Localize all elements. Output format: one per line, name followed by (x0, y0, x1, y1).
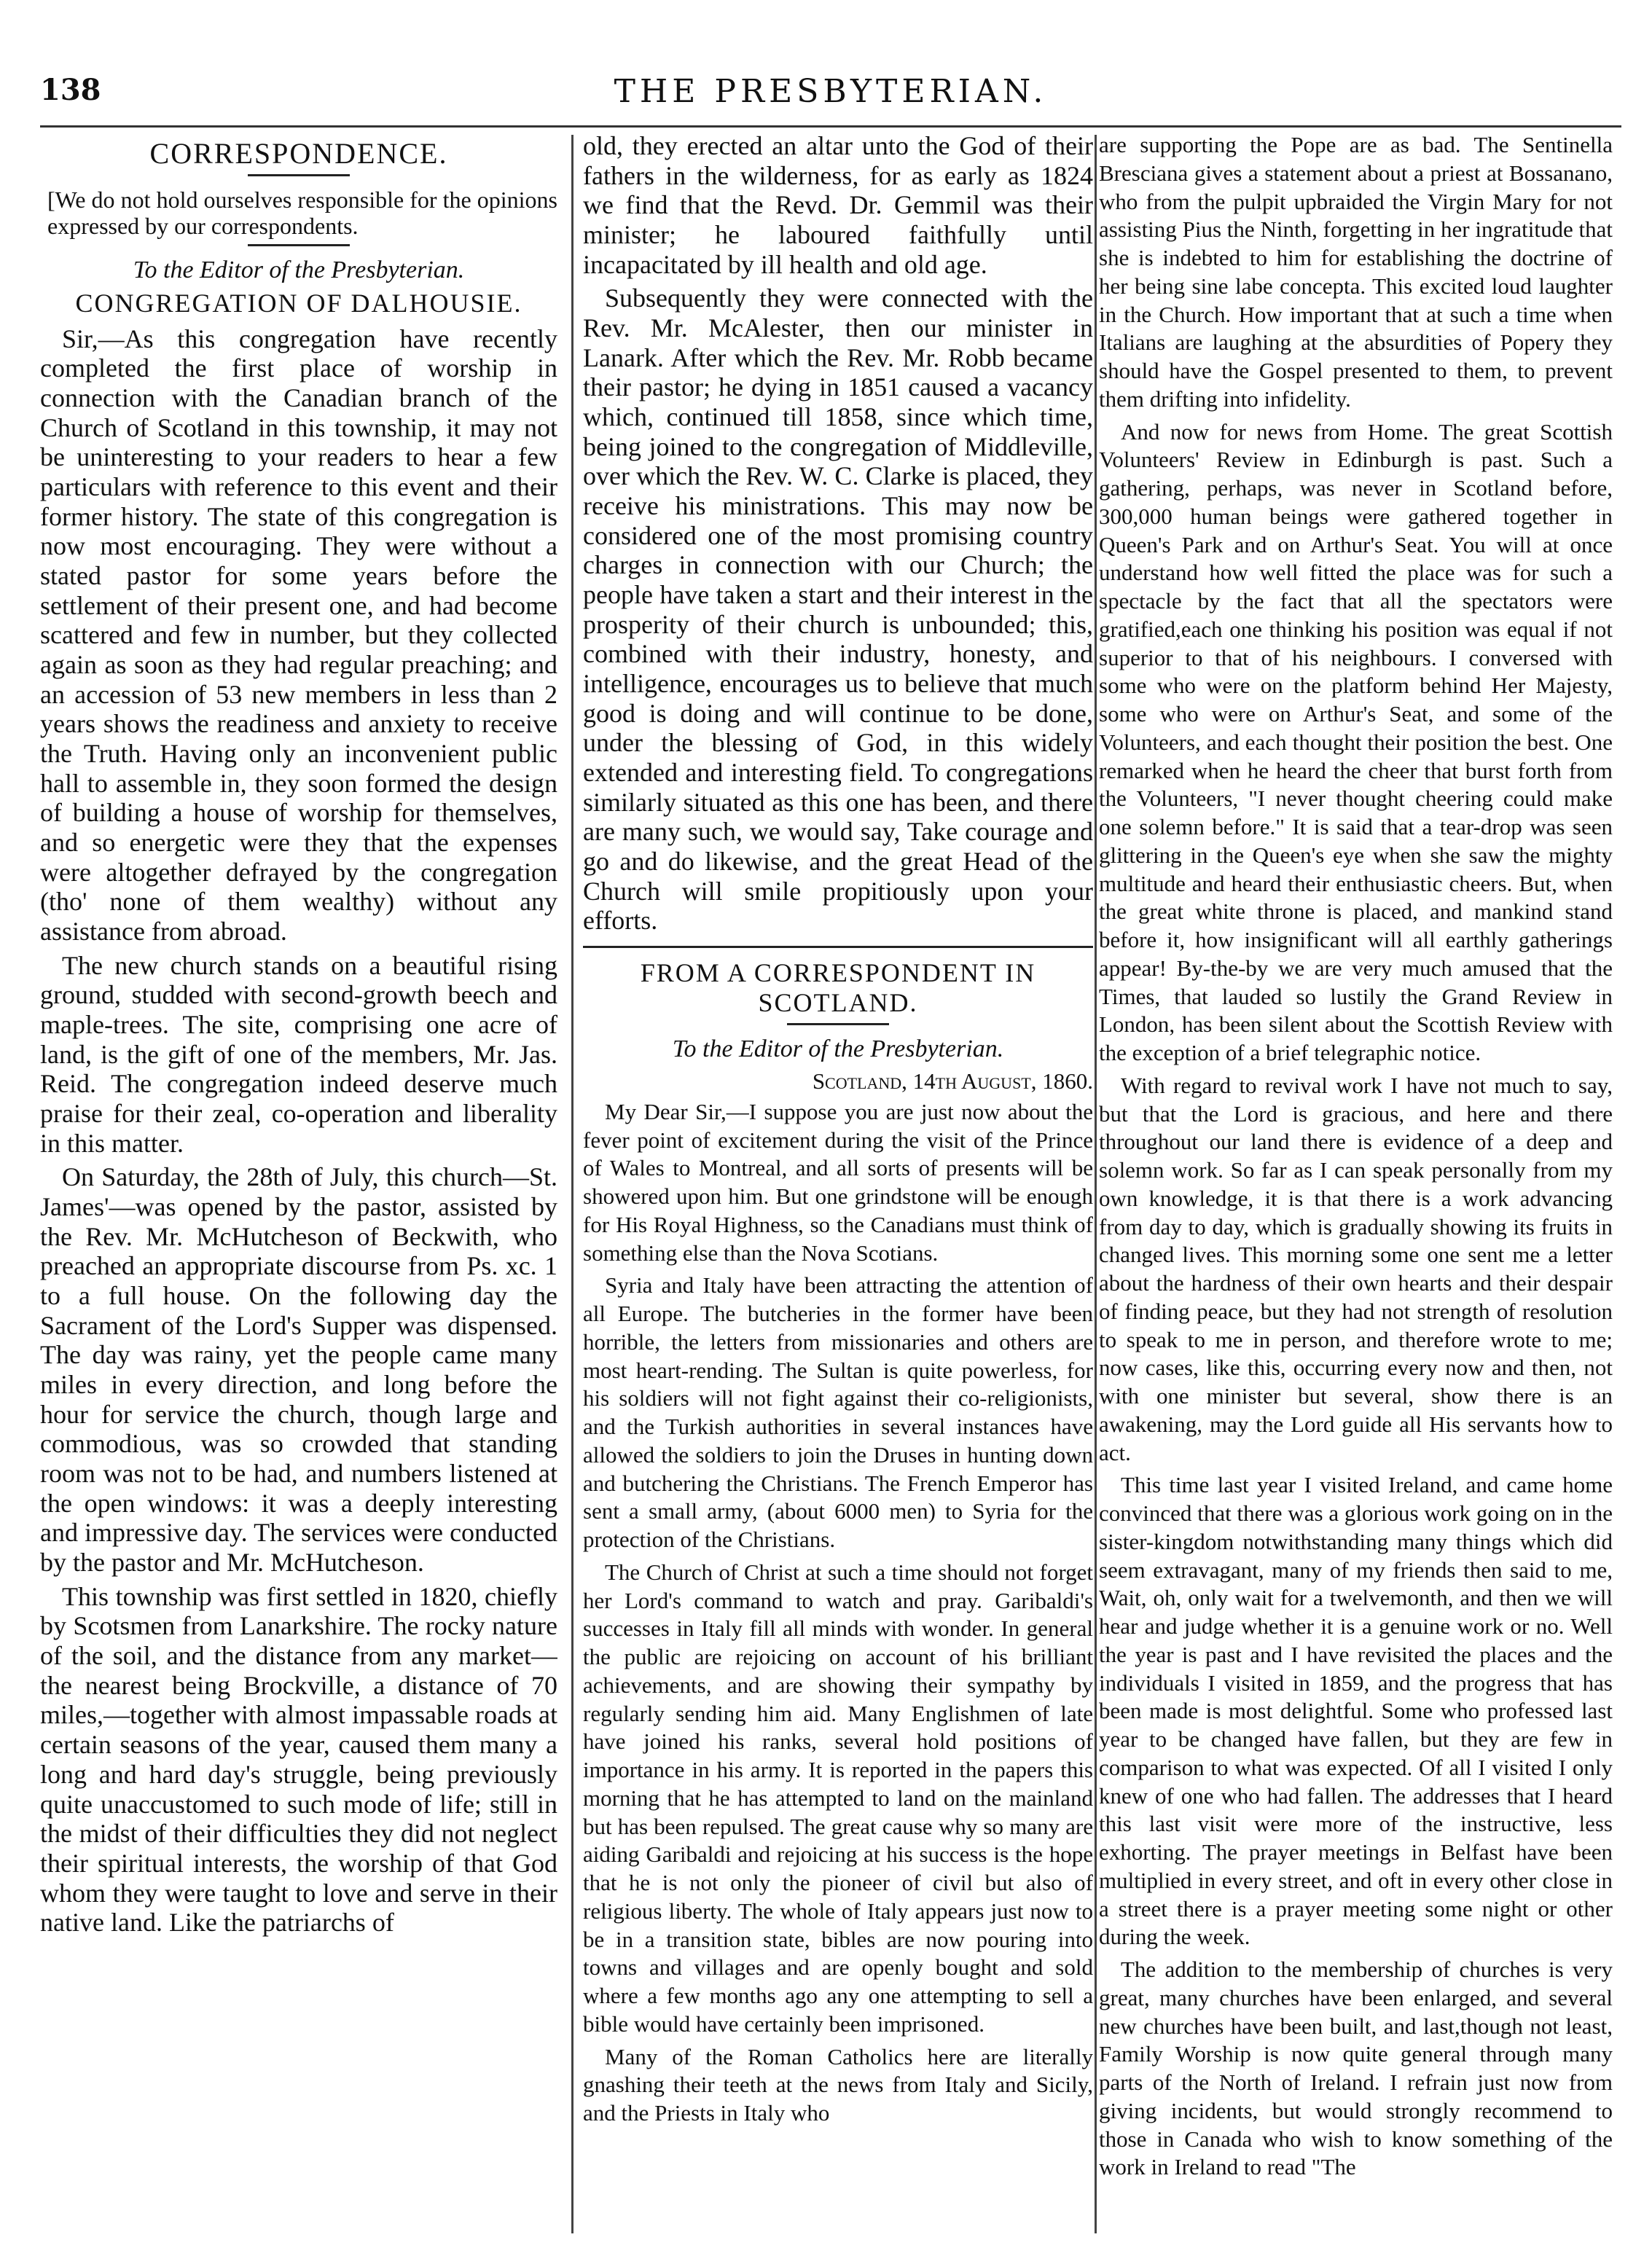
paragraph: Subsequently they were connected with the Rev. Mr. McAlester, then our minister in Lanark. After which the Rev. Mr. Robb became their pastor; he dying in 1851 caused a vacancy which, continued till 1858, since which time, being joined to the congregation of Middleville, over which the Rev. W. C. Clarke is placed, they receive his ministrations. This may now be considered one of the most promising country charges in connection with our Church; the people have taken a start and their interest in the prosperity of their church is unbounded; this, combined with their industry, honesty, and intelligence, encourages us to believe that much good is doing and will continue to be done, under the blessing of God, in this widely extended and interesting field. To congregations similarly situated as this one has been, and there are many such, we would say, Take courage and go and do likewise, and the great Head of the Church will smile propitiously upon your efforts. (583, 283, 1093, 936)
divider (583, 946, 1093, 948)
column-rule-2 (1095, 135, 1097, 2233)
section-heading: CORRESPONDENCE. (149, 137, 448, 170)
paragraph: The Church of Christ at such a time should not forget her Lord's command to watch and pray. Garibaldi's successes in Italy fill all minds with wonder. In general the public are rejoicing on account of his brilliant achievements, and are showing their sympathy by regularly sending him aid. Many Englishmen of late have joined his ranks, several hold positions of importance in his army. It is reported in the papers this morning that he has attempted to land on the mainland but has been repulsed. The great cause why so many are aiding Garibaldi and rejoicing at his success is the hope that he is not only the pioneer of civil but also of religious liberty. The whole of Italy appears just now to be in a transition state, bibles are now pouring into towns and villages and are openly bought and sold where a few months ago any one attempting to sell a bible would have certainly been imprisoned. (583, 1559, 1093, 2037)
running-head (40, 73, 1621, 124)
paragraph: And now for news from Home. The great Scottish Volunteers' Review in Edinburgh is past. Such a gathering, perhaps, was never in Scotland before, 300,000 human beings were gathered together in Queen's Park and on Arthur's Seat. You will at once understand how well fitted the place was for such a spectacle by the fact that all the spectators were gratified,each one thinking his position was equal if not superior to that of his neighbours. I conversed with some who were on the platform behind Her Majesty, some who were on Arthur's Seat, and some of the Volunteers, and each thought their position the best. One remarked when he heard the cheer that burst forth from the Volunteers, "I never thought cheering could make one solemn before." It is said that a tear-drop was seen glittering in the Queen's eye when she saw the mighty multitude and heard their enthusiastic cheers. But, when the great white throne is placed, and mankind stand before it, how insignificant will all earthly gatherings appear! By-the-by we are very much amused that the Times, that lauded so lustily the Grand Review in London, has been silent about the Scottish Review with the exception of a brief telegraphic notice. (1099, 418, 1613, 1065)
to-editor-line: To the Editor of the Presbyterian. (672, 1035, 1004, 1063)
column-1 (40, 131, 557, 2244)
paragraph: On Saturday, the 28th of July, this church—St. James'—was opened by the pastor, assisted by the Rev. Mr. McHutcheson of Beckwith, who preached an appropriate discourse from Ps. xc. 1 to a full house. On the following day the Sacrament of the Lord's Supper was dispensed. The day was rainy, yet the people came many miles in every direction, and long before the hour for service the church, though large and commodious, was so crowded that standing room was not to be had, and numbers listened at the open windows: it was a deeply interesting and impressive day. The services were conducted by the pastor and Mr. McHutcheson. (40, 1162, 557, 1578)
column-2 (583, 131, 1093, 2244)
paragraph: With regard to revival work I have not much to say, but that the Lord is gracious, and here and there throughout our land there is evidence of a deep and solemn work. So far as I can speak personally from my own knowledge, it is that there is a work advancing from day to day, which is gradually showing its fruits in changed lives. This morning some one sent me a letter about the hardness of their own hearts and their despair of finding peace, but they had not strength of resolution to speak to me in person, and therefore wrote to me; now cases, like this, occurring every now and then, not with one minister but several, show there is an awakening, may the Lord guide all His servants how to act. (1099, 1072, 1613, 1465)
header-rule (40, 125, 1621, 128)
to-editor-line: To the Editor of the Presbyterian. (133, 256, 465, 283)
article-title: FROM A CORRESPONDENT IN SCOTLAND. (640, 958, 1036, 1017)
paragraph: My Dear Sir,—I suppose you are just now about the fever point of excitement during the visit of the Prince of Wales to Montreal, and all sorts of presents will be showered upon him. But one grindstone will be enough for His Royal Highness, so the Canadians must think of something else than the Nova Scotians. (583, 1098, 1093, 1266)
divider (248, 174, 350, 176)
paragraph: Syria and Italy have been attracting the attention of all Europe. The butcheries in the former have been horrible, the letters from missionaries and others are most heart-rending. The Sultan is quite powerless, for his soldiers will not fight against their co-religionists, and the Turkish authorities in several instances have allowed the soldiers to join the Druses in hunting down and butchering the Christians. The French Emperor has sent a small army, (about 6000 men) to Syria for the protection of the Christians. (583, 1272, 1093, 1553)
paragraph: old, they erected an altar unto the God of their fathers in the wilderness, for as early as 1824 we find that the Revd. Dr. Gemmil was their minister; he laboured faithfully until incapacitated by ill health and old age. (583, 131, 1093, 279)
paragraph: are supporting the Pope are as bad. The Sentinella Bresciana gives a statement about a priest at Bossanano, who from the pulpit upbraided the Virgin Mary for not assisting Pius the Ninth, forgetting in her ingratitude that she is indebted to him for establishing the doctrine of her being sine labe concepta. This excited loud laughter in the Church. How important that at such a time when Italians are laughing at the absurdities of Popery they should have the Gospel presented to them, to prevent them drifting into infidelity. (1099, 132, 1613, 412)
divider (787, 1023, 889, 1025)
column-3 (1099, 131, 1613, 2244)
journal-title: THE PRESBYTERIAN. (614, 73, 1048, 110)
article-title: CONGREGATION OF DALHOUSIE. (75, 288, 522, 318)
paragraph: Sir,—As this congregation have recently completed the first place of worship in connection with the Canadian branch of the Church of Scotland in this township, it may not be uninteresting to your readers to hear a few particulars with reference to this event and their former history. The state of this congregation is now most encouraging. They were without a stated pastor for some years before the settlement of their present one, and had become scattered and few in number, but they collected again as soon as they had regular preaching; and an accession of 53 new members in less than 2 years shows the readiness and anxiety to receive the Truth. Having only an inconvenient public hall to assemble in, they soon formed the design of building a house of worship for themselves, and so energetic were they that the expenses were altogether defrayed by the congregation (tho' none of them wealthy) without any assistance from abroad. (40, 324, 557, 947)
paragraph: This time last year I visited Ireland, and came home convinced that there was a glorious work going on in the sister-kingdom notwithstanding many things which did seem extravagant, many of my friends then said to me, Wait, oh, only wait for a twelvemonth, and then we will hear and judge whether it is a genuine work or no. Well the year is past and I have revisited the places and the individuals I visited in 1859, and the progress that has been made is most delightful. Some who professed last year to be changed have fallen, but they are few in comparison to what was expected. Of all I visited I only knew of one who had fallen. The addresses that I heard this last visit were more of the instructive, less exhorting. The prayer meetings in Belfast have been multiplied in every street, and oft in every other close in a street there is a prayer meeting some night or other during the week. (1099, 1472, 1613, 1950)
paragraph: This township was first settled in 1820, chiefly by Scotsmen from Lanarkshire. The rocky nature of the soil, and the distance from any market—the nearest being Brockville, a distance of 70 miles,—together with almost impassable roads at certain seasons of the year, caused them many a long and hard day's struggle, being previously quite unaccustomed to such mode of life; still in the midst of their difficulties they did not neglect their spiritual interests, the worship of that God whom they were taught to love and serve in their native land. Like the patriarchs of (40, 1581, 557, 1938)
page-number: 138 (40, 73, 101, 107)
dateline: Scotland, 14th August, 1860. (812, 1068, 1093, 1094)
paragraph: The addition to the membership of churches is very great, many churches have been enlarged, and several new churches have been built, and last,though not least, Family Worship is now quite general through many parts of the North of Ireland. I refrain just now from giving incidents, but would strongly recommend to those in Canada who wish to know something of the work in Ireland to read "The (1099, 1956, 1613, 2180)
paragraph: The new church stands on a beautiful rising ground, studded with second-growth beech and maple-trees. The site, comprising one acre of land, is the gift of one of the members, Mr. Jas. Reid. The congregation indeed deserve much praise for their zeal, co-operation and liberality in this matter. (40, 950, 557, 1158)
divider (248, 244, 350, 246)
column-rule-1 (571, 135, 573, 2233)
editorial-disclaimer: [We do not hold ourselves responsible for the opinions expressed by our correspondents. (47, 187, 557, 240)
paragraph: Many of the Roman Catholics here are literally gnashing their teeth at the news from Italy and Sicily, and the Priests in Italy who (583, 2043, 1093, 2126)
